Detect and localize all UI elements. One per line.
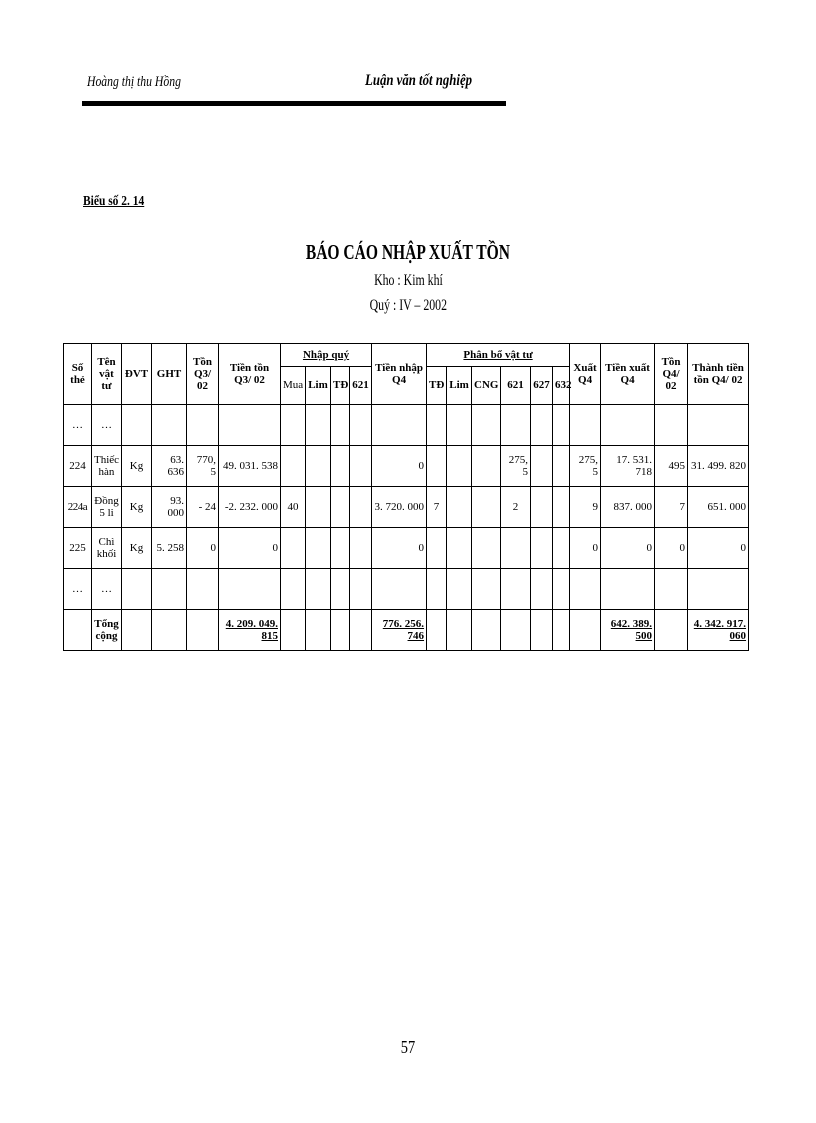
cell-tien-ton-q3 [219,569,281,610]
cell-lim [306,487,331,528]
header-nhap-mua: Mua [281,367,306,405]
cell-so-the: 224 [64,446,92,487]
cell-pb-632 [553,405,570,446]
cell-pb-td: 7 [427,487,447,528]
header-nhap-td: TĐ [331,367,350,405]
cell-tien-xuat: 17. 531. 718 [601,446,655,487]
cell-so-the [64,610,92,651]
cell-pb-cng [472,569,501,610]
page-number: 57 [400,1037,416,1057]
cell-tien-ton-q3 [219,405,281,446]
cell-so-the: 225 [64,528,92,569]
cell-pb-cng [472,405,501,446]
cell-pb-cng [472,610,501,651]
cell-ton-q4 [655,569,688,610]
cell-tien-xuat [601,405,655,446]
cell-621 [350,405,372,446]
cell-dvt: Kg [122,487,152,528]
header-rule [82,101,506,106]
cell-ten: Đồng 5 li [92,487,122,528]
cell-pb-621 [501,528,531,569]
cell-pb-627 [531,569,553,610]
cell-pb-cng [472,446,501,487]
report-warehouse: Kho : Kim khí [373,272,443,289]
cell-ten: Chì khối [92,528,122,569]
cell-tien-nhap [372,569,427,610]
cell-dvt [122,569,152,610]
form-code: Biểu số 2. 14 [83,194,145,209]
cell-ton-q3 [187,405,219,446]
header-phan-bo: Phân bổ vật tư [427,344,570,367]
cell-td [331,446,350,487]
cell-621 [350,446,372,487]
cell-td [331,569,350,610]
header-author: Hoàng thị thu Hồng [87,74,181,90]
header-document-type: Luận văn tốt nghiệp [365,72,473,89]
header-pb-cng: CNG [472,367,501,405]
total-thanh-tien: 4. 342. 917. 060 [688,610,749,651]
table-row [64,405,749,446]
total-label: Tổng cộng [92,610,122,651]
table-row [64,528,749,569]
header-thanh-tien-ton-q4: Thành tiền tồn Q4/ 02 [688,344,749,405]
cell-pb-627 [531,405,553,446]
cell-xuat: 0 [570,528,601,569]
cell-thanh-tien: 651. 000 [688,487,749,528]
cell-ght: 5. 258 [152,528,187,569]
cell-pb-627 [531,610,553,651]
cell-pb-627 [531,528,553,569]
header-pb-lim: Lim [447,367,472,405]
cell-so-the: … [64,405,92,446]
cell-ght [152,405,187,446]
total-tien-ton-q3: 4. 209. 049. 815 [219,610,281,651]
cell-pb-627 [531,446,553,487]
cell-tien-ton-q3: -2. 232. 000 [219,487,281,528]
cell-621 [350,610,372,651]
cell-pb-632 [553,610,570,651]
cell-thanh-tien: 31. 499. 820 [688,446,749,487]
cell-pb-632 [553,487,570,528]
cell-pb-621: 275, 5 [501,446,531,487]
cell-tien-ton-q3: 0 [219,528,281,569]
cell-ton-q3: 0 [187,528,219,569]
header-so-the: Số thẻ [64,344,92,405]
cell-tien-ton-q3: 49. 031. 538 [219,446,281,487]
cell-td [331,405,350,446]
cell-621 [350,528,372,569]
cell-dvt [122,405,152,446]
cell-ton-q3 [187,569,219,610]
report-period: Quý : IV – 2002 [369,297,447,314]
cell-dvt [122,610,152,651]
cell-pb-621 [501,569,531,610]
cell-ton-q4: 0 [655,528,688,569]
cell-ght [152,610,187,651]
cell-pb-td [427,446,447,487]
cell-mua: 40 [281,487,306,528]
cell-ton-q3: 770, 5 [187,446,219,487]
cell-ton-q3 [187,610,219,651]
cell-lim [306,446,331,487]
table-row [64,446,749,487]
cell-so-the: … [64,569,92,610]
cell-tien-xuat [601,569,655,610]
total-tien-xuat: 642. 389. 500 [601,610,655,651]
cell-xuat [570,569,601,610]
cell-pb-td [427,610,447,651]
cell-pb-td [427,569,447,610]
cell-thanh-tien: 0 [688,528,749,569]
cell-mua [281,405,306,446]
cell-mua [281,446,306,487]
cell-xuat [570,610,601,651]
cell-pb-td [427,528,447,569]
cell-tien-nhap: 0 [372,446,427,487]
cell-so-the: 224a [64,487,92,528]
cell-ton-q4: 7 [655,487,688,528]
header-pb-627: 627 [531,367,553,405]
header-tien-nhap-q4: Tiền nhập Q4 [372,344,427,405]
cell-lim [306,610,331,651]
cell-thanh-tien [688,569,749,610]
header-nhap-lim: Lim [306,367,331,405]
cell-ght: 93. 000 [152,487,187,528]
header-dvt: ĐVT [122,344,152,405]
cell-pb-632 [553,528,570,569]
cell-lim [306,569,331,610]
cell-mua [281,610,306,651]
cell-pb-lim [447,446,472,487]
cell-ght [152,569,187,610]
cell-pb-lim [447,610,472,651]
header-nhap-621: 621 [350,367,372,405]
cell-ton-q3: - 24 [187,487,219,528]
total-tien-nhap: 776. 256. 746 [372,610,427,651]
cell-pb-621: 2 [501,487,531,528]
cell-pb-cng [472,487,501,528]
cell-tien-nhap: 3. 720. 000 [372,487,427,528]
total-row [64,610,749,651]
cell-ten: … [92,569,122,610]
cell-pb-627 [531,487,553,528]
header-xuat-q4: Xuất Q4 [570,344,601,405]
cell-621 [350,487,372,528]
cell-lim [306,405,331,446]
cell-pb-lim [447,487,472,528]
cell-pb-cng [472,528,501,569]
cell-ten: … [92,405,122,446]
table-row [64,487,749,528]
cell-pb-632 [553,446,570,487]
cell-pb-lim [447,569,472,610]
cell-ton-q4 [655,405,688,446]
cell-mua [281,528,306,569]
cell-pb-621 [501,405,531,446]
cell-xuat: 9 [570,487,601,528]
cell-td [331,487,350,528]
header-tien-xuat-q4: Tiền xuất Q4 [601,344,655,405]
cell-ton-q4: 495 [655,446,688,487]
cell-ght: 63. 636 [152,446,187,487]
cell-td [331,528,350,569]
header-ton-q3: Tồn Q3/ 02 [187,344,219,405]
cell-pb-td [427,405,447,446]
cell-pb-621 [501,610,531,651]
cell-tien-xuat: 0 [601,528,655,569]
cell-ten: Thiếc hàn [92,446,122,487]
cell-xuat [570,405,601,446]
cell-dvt: Kg [122,446,152,487]
inventory-report-table [63,343,749,651]
cell-tien-nhap [372,405,427,446]
header-ten-vat-tu: Tên vật tư [92,344,122,405]
header-pb-621: 621 [501,367,531,405]
cell-xuat: 275, 5 [570,446,601,487]
cell-pb-lim [447,405,472,446]
cell-tien-nhap: 0 [372,528,427,569]
cell-dvt: Kg [122,528,152,569]
cell-mua [281,569,306,610]
cell-pb-632 [553,569,570,610]
report-title: BÁO CÁO NHẬP XUẤT TỒN [305,240,511,264]
header-pb-632: 632 [553,367,570,405]
header-pb-td: TĐ [427,367,447,405]
header-nhap-quy: Nhập quý [281,344,372,367]
cell-ton-q4 [655,610,688,651]
cell-thanh-tien [688,405,749,446]
header-ght: GHT [152,344,187,405]
cell-tien-xuat: 837. 000 [601,487,655,528]
cell-pb-lim [447,528,472,569]
header-ton-q4: Tồn Q4/ 02 [655,344,688,405]
cell-td [331,610,350,651]
header-tien-ton-q3: Tiền tồn Q3/ 02 [219,344,281,405]
cell-621 [350,569,372,610]
table-row [64,569,749,610]
cell-lim [306,528,331,569]
